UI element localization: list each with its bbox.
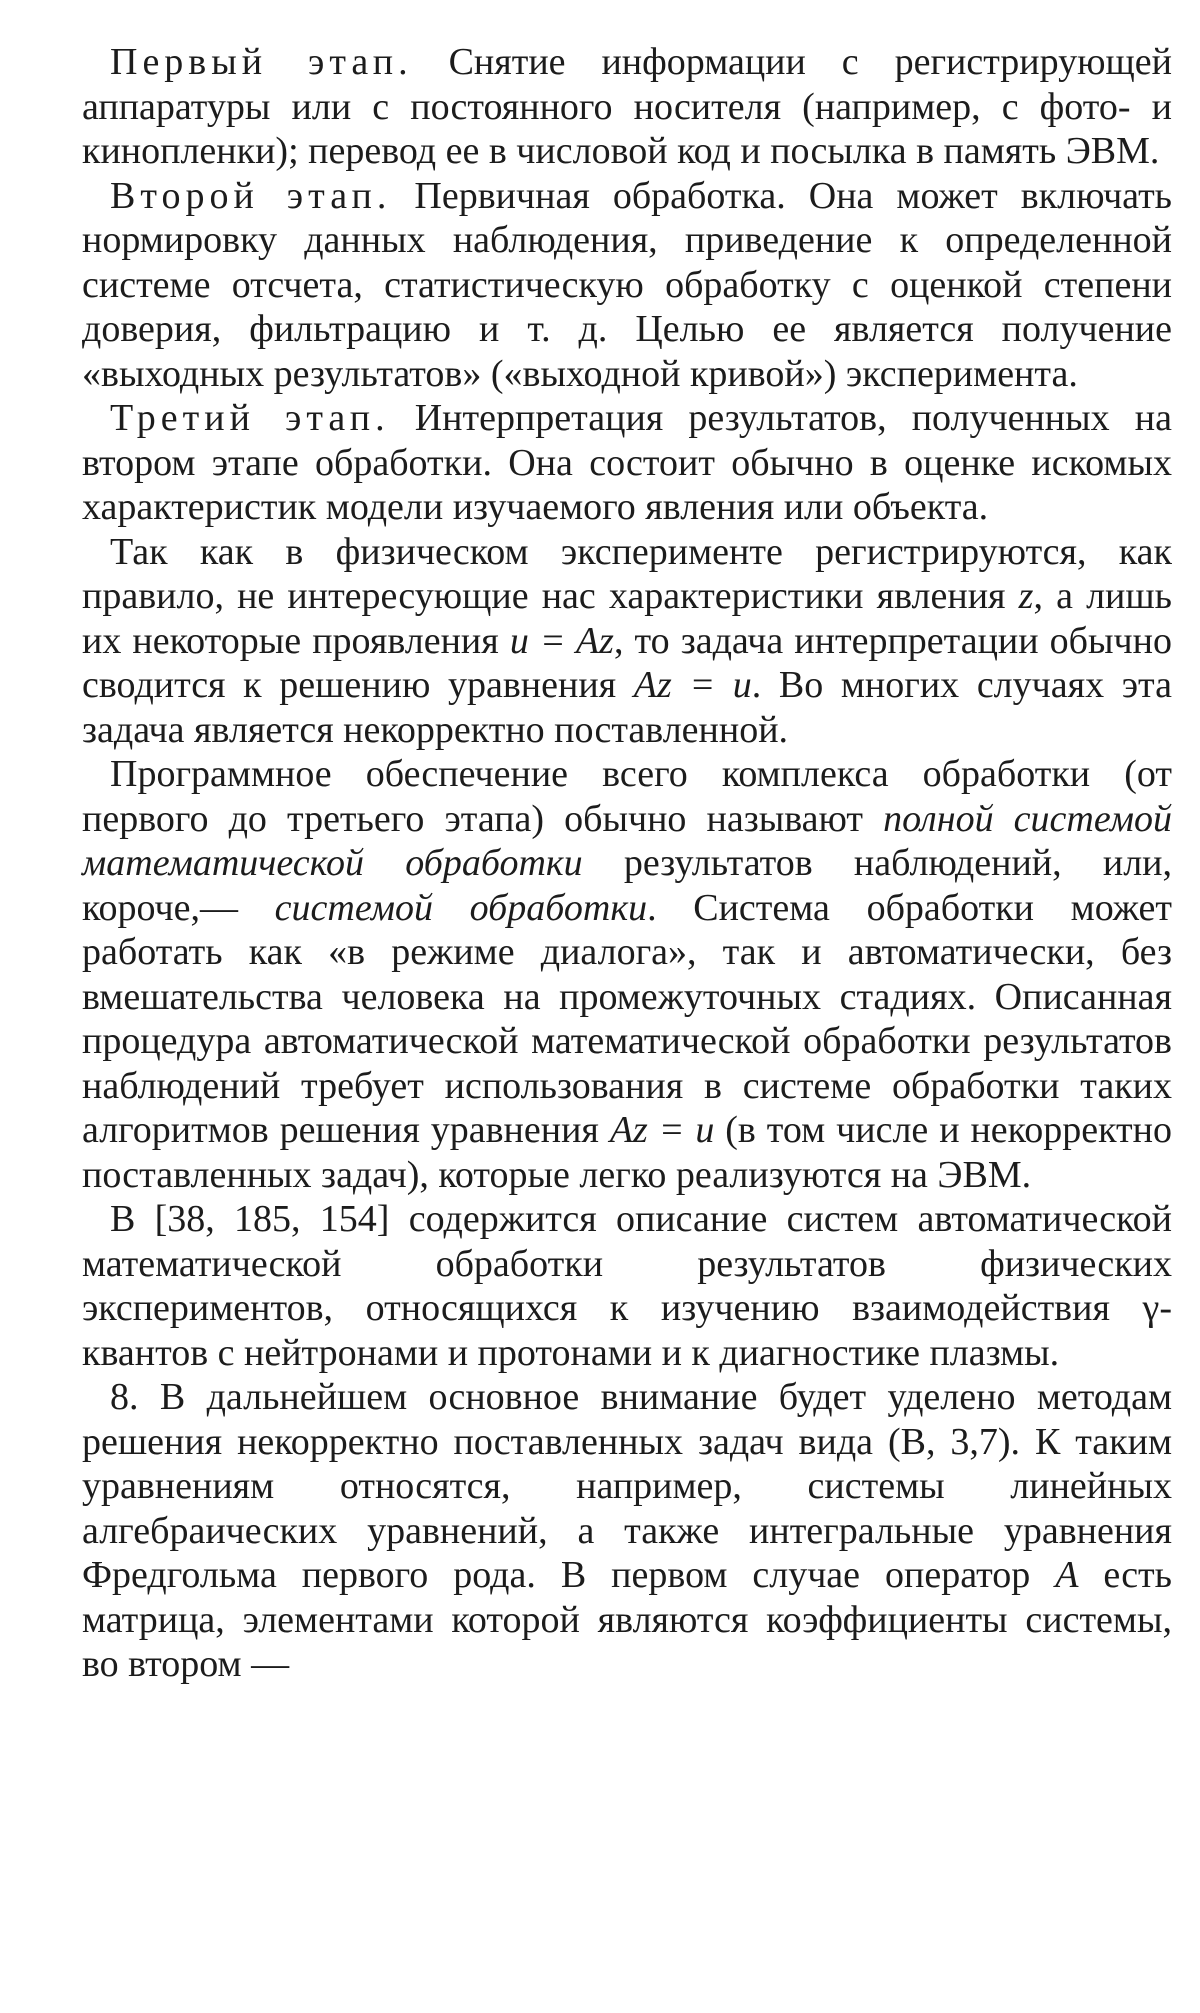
second-stage-text: Первичная обработка. Она может включать нормировку данных наблюдения, приведение к определенной системе отсчета, статистическую обработку с оценкой степени доверия, фильтрацию и т. д. Целью ее является получение «выходных результатов» («выходной кривой») эксперимента. bbox=[82, 174, 1173, 395]
interpretation-text-2: , а лишь их некоторые проявления bbox=[82, 575, 1172, 662]
paragraph-references bbox=[82, 1197, 1172, 1375]
first-stage-text: Снятие информации с регистрирующей аппаратуры или с постоянного носителя (например, с фото- и кинопленки); перевод ее в числовой код и посылка в память ЭВМ. bbox=[82, 41, 1172, 172]
paragraph-second-stage bbox=[82, 174, 1172, 397]
math-az-equals-u: Az = u bbox=[633, 664, 752, 706]
software-term-system: системой обработки bbox=[274, 886, 648, 929]
interpretation-text-3: , то задача интерпретации обычно сводится к решению уравнения bbox=[82, 619, 1172, 706]
references-text: В [38, 185, 154] содержится описание систем автоматической математической обработки результатов физических экспериментов, относящихся к изучению взаимодействия γ-квантов с нейтронами и протонами и к диагностике плазмы. bbox=[82, 1198, 1172, 1374]
software-text-3: . Система обработки может работать как «в режиме диалога», так и автоматически, без вмешательства человека на промежуточных стадиях. Описанная процедура автоматической математической обработки результатов наблюдений требует использования в системе обработки таких алгоритмов решения уравнения bbox=[82, 886, 1172, 1151]
item-8-text-1: 8. В дальнейшем основное внимание будет уделено методам решения некорректно поставленных задач вида (В, 3,7). К таким уравнениям относятся, например, системы линейных алгебраических уравнений, а также интегральные уравнения Фредгольма первого рода. В первом случае оператор bbox=[82, 1376, 1172, 1596]
math-operator-a: A bbox=[1055, 1554, 1079, 1596]
first-stage-heading: Первый этап. bbox=[110, 41, 413, 83]
software-text-1: Программное обеспечение всего комплекса обработки (от первого до третьего этапа) обычно называют bbox=[82, 753, 1172, 840]
third-stage-text: Интерпретация результатов, полученных на втором этапе обработки. Она состоит обычно в оценке искомых характеристик модели изучаемого явления или объекта. bbox=[82, 397, 1172, 528]
paragraph-first-stage bbox=[82, 40, 1172, 174]
third-stage-heading: Третий этап. bbox=[110, 397, 390, 439]
interpretation-text-1: Так как в физическом эксперименте регистрируются, как правило, не интересующие нас характеристики явления bbox=[82, 530, 1172, 617]
math-u-equals-az: u = Az bbox=[509, 619, 614, 662]
software-text-2: результатов наблюдений, или, короче,— bbox=[82, 842, 1172, 929]
paragraph-software bbox=[82, 752, 1172, 1197]
item-8-text-2: есть матрица, элементами которой являются коэффициенты системы, во втором — bbox=[82, 1554, 1172, 1685]
math-z: z bbox=[1018, 575, 1034, 617]
paragraph-third-stage bbox=[82, 396, 1172, 530]
paragraph-item-8 bbox=[82, 1375, 1172, 1687]
software-text-4: (в том числе и некорректно поставленных задач), которые легко реализуются на ЭВМ. bbox=[82, 1109, 1172, 1196]
second-stage-heading: Второй этап. bbox=[110, 174, 392, 217]
document-page bbox=[82, 40, 1172, 1687]
paragraph-interpretation bbox=[82, 530, 1172, 753]
software-term-full-system: полной системой математической обработки bbox=[82, 797, 1172, 884]
interpretation-text-4: . Во многих случаях эта задача является некорректно поставленной. bbox=[82, 664, 1172, 751]
math-az-equals-u-2: Az = u bbox=[609, 1109, 715, 1151]
